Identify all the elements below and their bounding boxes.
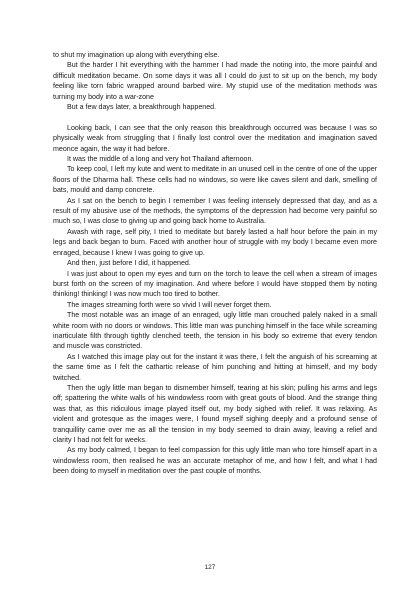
paragraph-continuation: to shut my imagination up along with everything else. bbox=[53, 51, 220, 59]
paragraph: The most notable was an image of an enraged, ugly little man crouched palely naked in a small white room with no doors or windows. This little man was punching himself in the face while screaming inarticulate filth through tightly clenched teeth, the tension in his body so extreme that every tendon and muscle was constricted. bbox=[53, 311, 377, 351]
paragraph: Then the ugly little man began to dismember himself, tearing at his skin; pulling his arms and legs off; spattering the white walls of his windowless room with great gouts of blood. And the strange thing was that, as this ridiculous image played itself out, my body sighed with relief. It was relaxing. As violent and grotesque as the images were, I found myself sighing deeply and a profound sense of tranquillity came over me as all the tension in my body seemed to drain away, leaving a relief and clarity I had not felt for weeks. bbox=[53, 383, 377, 445]
body-text bbox=[53, 50, 377, 477]
paragraph: Awash with rage, self pity, I tried to meditate but barely lasted a half hour before the pain in my legs and back began to burn. Faced with another hour of struggle with my body I became even more enraged, because I knew I was going to give up. bbox=[53, 227, 377, 257]
paragraph: Looking back, I can see that the only reason this breakthrough occurred was because I was so physically weak from struggling that I finally lost control over the meditation and imagination saved meonce again, the way it had before. bbox=[53, 123, 377, 153]
paragraph: As my body calmed, I began to feel compassion for this ugly little man who tore himself apart in a windowless room, then realised he was an accurate metaphor of me, and how I felt, and what I had been doing to myself in meditation over the past couple of months. bbox=[53, 446, 377, 476]
paragraph: I was just about to open my eyes and turn on the torch to leave the cell when a stream of images burst forth on the screen of my imagination. And where before I would have stopped them by noting thinking! thinking! I was now much too tired to bother. bbox=[53, 269, 377, 299]
page-number: 127 bbox=[204, 564, 216, 571]
paragraph: To keep cool, I left my kute and went to meditate in an unused cell in the centre of one of the upper floors of the Dharma hall. These cells had no windows, so were like caves silent and dark, smelling of bats, mould and damp concrete. bbox=[53, 165, 377, 195]
paragraph: But the harder I hit everything with the hammer I had made the noting into, the more painful and difficult meditation became. On some days it was all I could do just to sit up on the bench, my body feeling like torn fabric wrapped around barbed wire. My stupid use of the meditation methods was turning my body into a war-zone bbox=[53, 61, 377, 101]
paragraph: The images streaming forth were so vivid I will never forget them. bbox=[67, 300, 272, 309]
paragraph: It was the middle of a long and very hot Thailand afternoon. bbox=[67, 155, 254, 164]
paragraph: But a few days later, a breakthrough happened. bbox=[67, 103, 217, 112]
paragraph: And then, just before I did, it happened. bbox=[67, 259, 191, 268]
paragraph: As I watched this image play out for the instant it was there, I felt the anguish of his screaming at the same time as I felt the cathartic release of him punching and hitting at himself, and my body twitched. bbox=[53, 352, 377, 382]
paragraph: As I sat on the bench to begin I remember I was feeling intensely depressed that day, and as a result of my abusive use of the methods, the symptoms of the depression had become very painful so much so, I was close to giving up and going back home to Australia. bbox=[53, 196, 377, 226]
